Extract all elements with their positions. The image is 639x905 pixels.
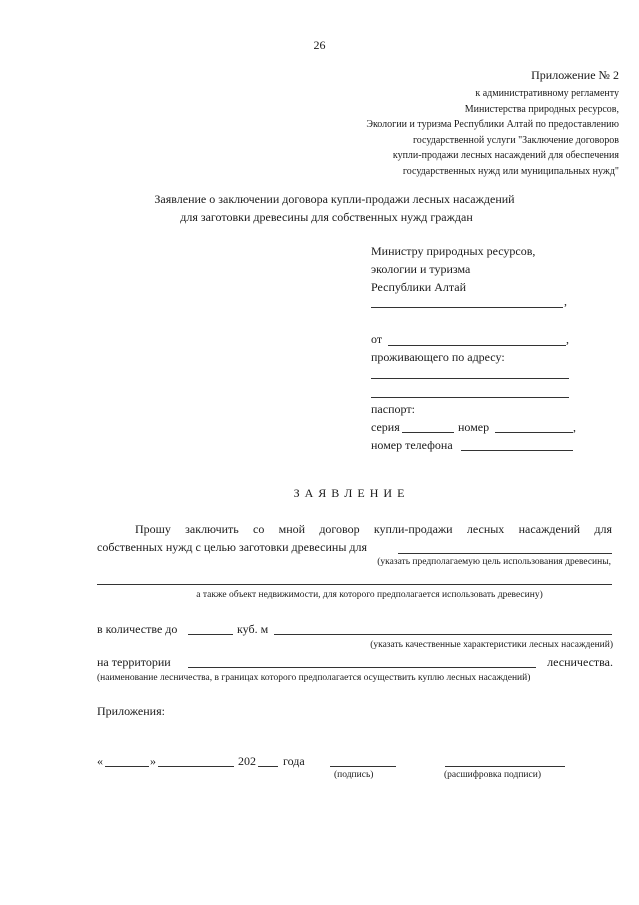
date-quote-close: »: [150, 754, 156, 768]
addressee-line-1: Министру природных ресурсов,: [371, 244, 536, 258]
purpose-blank-line[interactable]: [398, 553, 612, 554]
heading-line-1: Заявление о заключении договора купли-продажи лесных насаждений: [154, 192, 515, 206]
from-blank-line[interactable]: [388, 345, 566, 346]
appendix-title: Приложение № 2: [531, 68, 619, 82]
page-number: 26: [313, 38, 326, 52]
signature-decode-blank-line[interactable]: [445, 766, 565, 767]
characteristics-blank-line[interactable]: [274, 634, 612, 635]
series-label: серия: [371, 420, 400, 434]
territory-suffix: лесничества.: [547, 655, 613, 669]
from-label: от: [371, 332, 383, 346]
quantity-blank-line[interactable]: [188, 634, 233, 635]
appendix-line: государственных нужд или муниципальных нужд": [402, 165, 619, 177]
comma: ,: [566, 332, 569, 346]
address-blank-line-2[interactable]: [371, 397, 569, 398]
signature-blank-line[interactable]: [330, 766, 396, 767]
document-heading: [0, 190, 639, 226]
territory-blank-line[interactable]: [188, 667, 536, 668]
comma: ,: [564, 294, 567, 308]
year-suffix: года: [283, 754, 305, 768]
year-blank-line[interactable]: [258, 766, 278, 767]
appendix-line: Министерства природных ресурсов,: [464, 103, 619, 115]
year-prefix: 202: [238, 754, 256, 768]
passport-label: паспорт:: [371, 402, 415, 416]
appendix-lines: [366, 86, 619, 179]
attachments-label: Приложения:: [97, 704, 165, 718]
heading-line-2: для заготовки древесины для собственных нужд граждан: [180, 210, 473, 224]
quantity-unit: куб. м: [237, 622, 269, 636]
number-label: номер: [458, 420, 490, 434]
date-day-blank-line[interactable]: [105, 766, 149, 767]
request-line-1: Прошу заключить со мной договор купли-продажи лесных насаждений для: [135, 522, 612, 536]
quantity-prefix: в количестве до: [97, 622, 178, 636]
address-label: проживающего по адресу:: [371, 350, 505, 364]
appendix-line: государственной услуги "Заключение договоров: [412, 134, 619, 146]
series-blank-line[interactable]: [402, 432, 454, 433]
date-quote-open: «: [97, 754, 103, 768]
statement-title: З А Я В Л Е Н И Е: [293, 486, 406, 500]
purpose-blank-line-2[interactable]: [97, 584, 612, 585]
number-blank-line[interactable]: [495, 432, 573, 433]
territory-prefix: на территории: [97, 655, 171, 669]
signature-decode-caption: (расшифровка подписи): [444, 770, 541, 780]
phone-blank-line[interactable]: [461, 450, 573, 451]
phone-label: номер телефона: [371, 438, 453, 452]
hint-object: а также объект недвижимости, для которого предполагается использовать древесину): [196, 590, 543, 600]
appendix-line: купли-продажи лесных насаждений для обеспечения: [392, 150, 619, 161]
addressee-line-3: Республики Алтай: [371, 280, 466, 294]
addressee-line-2: экологии и туризма: [371, 262, 471, 276]
addressee-blank-line[interactable]: [371, 307, 563, 308]
appendix-line: Экологии и туризма Республики Алтай по предоставлению: [366, 119, 619, 130]
date-month-blank-line[interactable]: [158, 766, 234, 767]
signature-caption: (подпись): [334, 770, 374, 780]
comma: ,: [573, 420, 576, 434]
address-blank-line-1[interactable]: [371, 378, 569, 379]
appendix-line: к административному регламенту: [475, 88, 619, 99]
request-line-2: собственных нужд с целью заготовки древесины для: [97, 540, 368, 554]
hint-purpose: (указать предполагаемую цель использования древесины,: [377, 557, 611, 567]
hint-characteristics: (указать качественные характеристики лесных насаждений): [370, 640, 613, 650]
hint-forestry: (наименование лесничества, в границах которого предполагается осуществить куплю лесных насаждений): [97, 673, 531, 683]
